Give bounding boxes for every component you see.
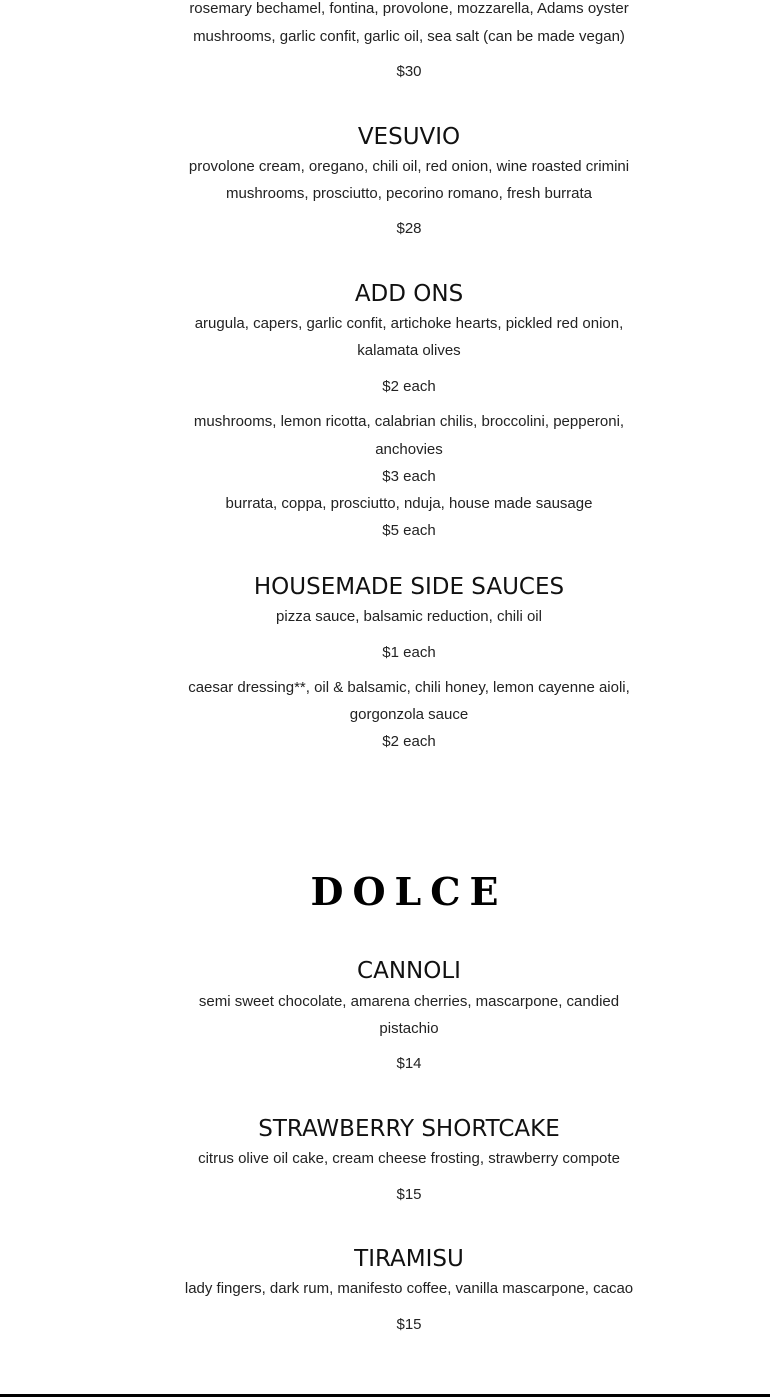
prev-item-description-line-2: mushrooms, garlic confit, garlic oil, sea salt (can be made vegan) xyxy=(193,28,625,45)
prev-item-description-line-1: rosemary bechamel, fontina, provolone, mozzarella, Adams oyster xyxy=(189,0,629,17)
add-ons-group-2-line-1: mushrooms, lemon ricotta, calabrian chilis, broccolini, pepperoni, xyxy=(193,413,625,430)
add-ons-group-2-line-2: anchovies xyxy=(375,441,443,458)
add-ons-group-2-price: $3 each xyxy=(382,468,436,485)
side-sauces-group-2-line-2: gorgonzola sauce xyxy=(349,706,469,723)
cannoli-price: $14 xyxy=(396,1055,422,1072)
strawberry-shortcake-description: citrus olive oil cake, cream cheese frosting, strawberry compote xyxy=(198,1150,620,1167)
vesuvio-price: $28 xyxy=(396,220,422,237)
cannoli-description-line-1: semi sweet chocolate, amarena cherries, mascarpone, candied xyxy=(198,993,620,1010)
side-sauces-group-1-price: $1 each xyxy=(382,644,436,661)
strawberry-shortcake-price: $15 xyxy=(396,1186,422,1203)
side-sauces-group-2-price: $2 each xyxy=(382,733,436,750)
add-ons-heading: ADD ONS xyxy=(354,281,464,307)
add-ons-group-3-line-1: burrata, coppa, prosciutto, nduja, house made sausage xyxy=(225,495,593,512)
add-ons-group-1-line-2: kalamata olives xyxy=(357,342,461,359)
tiramisu-price: $15 xyxy=(396,1316,422,1333)
menu-item-name-strawberry-shortcake: STRAWBERRY SHORTCAKE xyxy=(258,1116,560,1142)
add-ons-group-3-price: $5 each xyxy=(382,522,436,539)
add-ons-group-1-price: $2 each xyxy=(382,378,436,395)
menu-item-name-cannoli: CANNOLI xyxy=(357,958,461,984)
side-sauces-group-2-line-1: caesar dressing**, oil & balsamic, chili honey, lemon cayenne aioli, xyxy=(188,679,630,696)
prev-item-price: $30 xyxy=(396,63,422,80)
vesuvio-description-line-2: mushrooms, prosciutto, pecorino romano, fresh burrata xyxy=(226,185,592,202)
add-ons-group-1-line-1: arugula, capers, garlic confit, artichoke hearts, pickled red onion, xyxy=(194,315,624,332)
tiramisu-description: lady fingers, dark rum, manifesto coffee, vanilla mascarpone, cacao xyxy=(184,1280,634,1297)
dolce-section-title: DOLCE xyxy=(310,869,508,914)
cannoli-description-line-2: pistachio xyxy=(379,1020,439,1037)
side-sauces-group-1-line-1: pizza sauce, balsamic reduction, chili oil xyxy=(276,608,542,625)
menu-item-name-tiramisu: TIRAMISU xyxy=(354,1246,464,1272)
menu-item-name-vesuvio: VESUVIO xyxy=(357,124,461,150)
side-sauces-heading: HOUSEMADE SIDE SAUCES xyxy=(253,574,565,600)
vesuvio-description-line-1: provolone cream, oregano, chili oil, red onion, wine roasted crimini xyxy=(188,158,630,175)
